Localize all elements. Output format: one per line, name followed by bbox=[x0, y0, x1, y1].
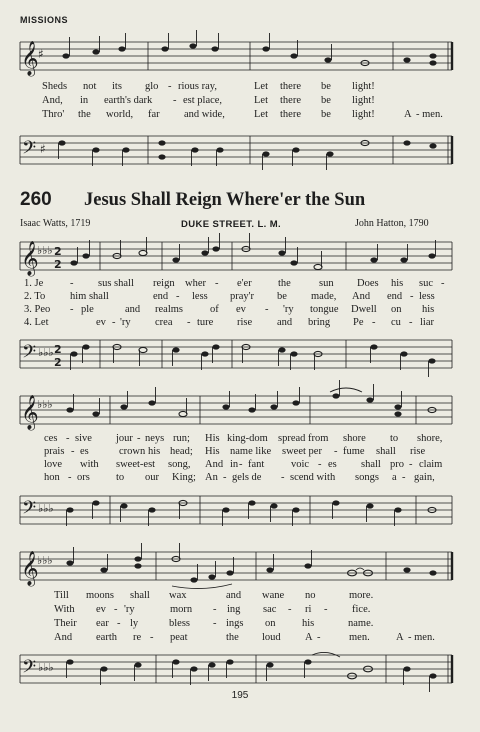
svg-text:♭♭♭: ♭♭♭ bbox=[37, 554, 53, 567]
svg-text:𝄞: 𝄞 bbox=[21, 241, 39, 276]
page-number: 195 bbox=[231, 690, 249, 701]
bass-staff-system-1 bbox=[0, 330, 480, 374]
svg-text:♯: ♯ bbox=[40, 142, 46, 156]
svg-text:𝄢: 𝄢 bbox=[22, 657, 37, 682]
hymn-title: Jesus Shall Reign Where'er the Sun bbox=[84, 190, 366, 210]
svg-text:♭♭♭: ♭♭♭ bbox=[37, 398, 53, 411]
verse-1-line-3: Till moons shall wax and wane no more. bbox=[54, 590, 374, 601]
verse-1-line-2: ces - sive jour - neys run; His king-dom spread from shore to shore, bbox=[44, 433, 443, 444]
bass-staff-system-2 bbox=[0, 486, 480, 530]
svg-text:♭♭♭: ♭♭♭ bbox=[38, 346, 54, 359]
svg-text:2: 2 bbox=[54, 245, 62, 258]
lyric-line-prev-2: And, in earth's dark - est place, Let there be light! bbox=[42, 95, 375, 106]
verse-4-line-1: 4. Let ev - 'ry crea - ture rise and bring Pe - cu - liar bbox=[24, 317, 434, 328]
bass-staff-system-3 bbox=[0, 645, 480, 689]
hymn-author: Isaac Watts, 1719 bbox=[20, 218, 91, 229]
verse-2-line-3: With ev - 'ry morn - ing sac - ri - fice. bbox=[54, 604, 371, 615]
verse-4-line-3: And earth re - peat the loud A - men. A - men. bbox=[54, 632, 435, 643]
verse-3-line-1: 3. Peo - ple and realms of ev - 'ry tongue Dwell on his bbox=[24, 304, 435, 315]
svg-text:𝄢: 𝄢 bbox=[22, 498, 37, 523]
svg-text:𝄢: 𝄢 bbox=[22, 138, 37, 163]
verse-2-line-1: 2. To him shall end - less pray'r be made, And end - less bbox=[24, 291, 435, 302]
svg-text:2: 2 bbox=[54, 356, 62, 369]
section-label: MISSIONS bbox=[20, 15, 69, 25]
svg-text:𝄞: 𝄞 bbox=[21, 551, 39, 586]
treble-staff-system-1 bbox=[0, 236, 480, 276]
treble-staff-system-2 bbox=[0, 390, 480, 430]
svg-text:2: 2 bbox=[54, 343, 62, 356]
verse-3-line-2: love with sweet-est song, And in - fant voic - es shall pro - claim bbox=[44, 459, 443, 470]
svg-text:𝄞: 𝄞 bbox=[21, 395, 39, 430]
lyric-line-prev-3: Thro' the world, far and wide, Let there be light! A - men. bbox=[42, 109, 443, 120]
bass-staff-top-system bbox=[0, 126, 480, 170]
verse-2-line-2: prais - es crown his head; His name like sweet per - fume shall rise bbox=[44, 446, 426, 457]
svg-text:♭♭♭: ♭♭♭ bbox=[38, 661, 54, 674]
verse-4-line-2: hon - ors to our King; An - gels de - scend with songs a - gain, bbox=[44, 472, 435, 483]
treble-staff-system-3 bbox=[0, 546, 480, 586]
tune-name: DUKE STREET. L. M. bbox=[181, 219, 282, 230]
treble-staff-top-system bbox=[0, 36, 480, 78]
svg-text:𝄞: 𝄞 bbox=[21, 41, 39, 76]
hymn-composer: John Hatton, 1790 bbox=[355, 218, 429, 229]
verse-3-line-3: Their ear - ly bless - ings on his name. bbox=[54, 618, 374, 629]
hymn-number: 260 bbox=[20, 189, 52, 210]
verse-1-line-1: 1. Je - sus shall reign wher - e'er the sun Does his suc - bbox=[24, 278, 445, 289]
svg-text:♭♭♭: ♭♭♭ bbox=[37, 244, 53, 257]
svg-text:2: 2 bbox=[54, 258, 62, 271]
svg-text:♯: ♯ bbox=[38, 47, 44, 61]
svg-text:𝄢: 𝄢 bbox=[22, 342, 37, 367]
svg-text:♭♭♭: ♭♭♭ bbox=[38, 502, 54, 515]
lyric-line-prev-1: Sheds not its glo - rious ray, Let there be light! bbox=[42, 81, 375, 92]
